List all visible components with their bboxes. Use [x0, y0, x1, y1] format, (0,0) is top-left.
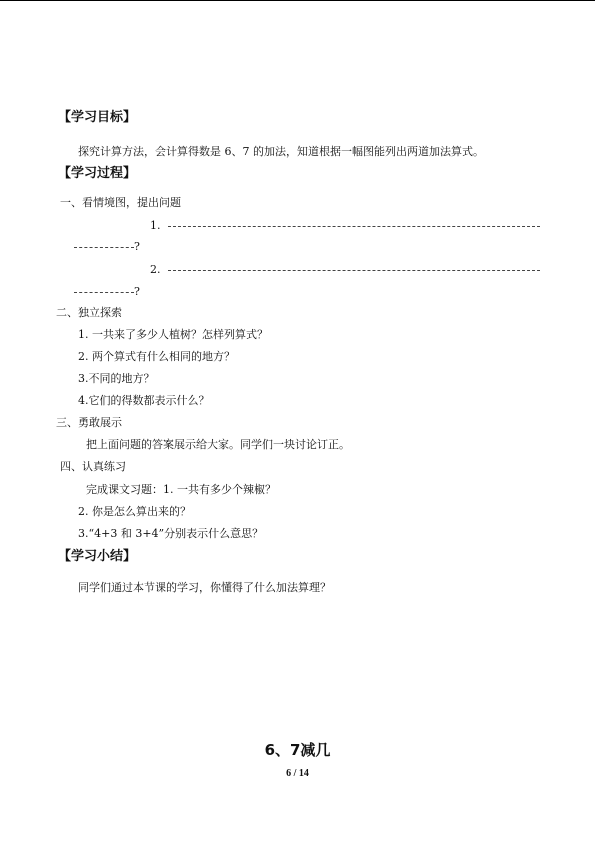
summary-heading: 【学习小结】 — [58, 549, 137, 564]
next-lesson-title: 6、7减几 — [264, 741, 331, 759]
part2-item-3: 3.不同的地方？ — [78, 372, 155, 385]
part2-item-2: 2. 两个算式有什么相同的地方？ — [78, 350, 235, 363]
answer-line-2b — [74, 292, 134, 293]
answer-line-1a — [168, 226, 540, 227]
answer-line-1b — [74, 247, 134, 248]
part2-title: 二、独立探索 — [56, 306, 122, 319]
part2-item-1: 1. 一共来了多少人植树？怎样列算式？ — [78, 328, 268, 341]
part4-item-1: 完成课文习题：1. 一共有多少个辣椒？ — [86, 483, 276, 496]
part1-item-1-number: 1. — [150, 219, 161, 232]
goal-text: 探究计算方法，会计算得数是 6、7 的加法，知道根据一幅图能列出两道加法算式。 — [78, 145, 484, 158]
part4-item-3: 3.“4+3 和 3+4”分别表示什么意思？ — [78, 527, 264, 540]
part2-item-4: 4.它们的得数都表示什么？ — [78, 394, 210, 407]
top-border-line — [0, 0, 595, 1]
part4-item-2: 2. 你是怎么算出来的？ — [78, 505, 191, 518]
part1-title: 一、看情境图，提出问题 — [60, 196, 181, 209]
answer-line-2a — [168, 270, 540, 271]
part3-text: 把上面问题的答案展示给大家。同学们一块讨论订正。 — [86, 438, 350, 451]
summary-text: 同学们通过本节课的学习，你懂得了什么加法算理？ — [78, 581, 331, 594]
part3-title: 三、勇敢展示 — [56, 416, 122, 429]
question-mark-1: ? — [134, 240, 140, 253]
part4-title: 四、认真练习 — [60, 460, 126, 473]
goal-heading: 【学习目标】 — [58, 110, 137, 125]
part1-item-2-number: 2. — [150, 263, 161, 276]
question-mark-2: ? — [134, 285, 140, 298]
process-heading: 【学习过程】 — [58, 166, 137, 181]
page-number: 6 / 14 — [286, 768, 309, 779]
